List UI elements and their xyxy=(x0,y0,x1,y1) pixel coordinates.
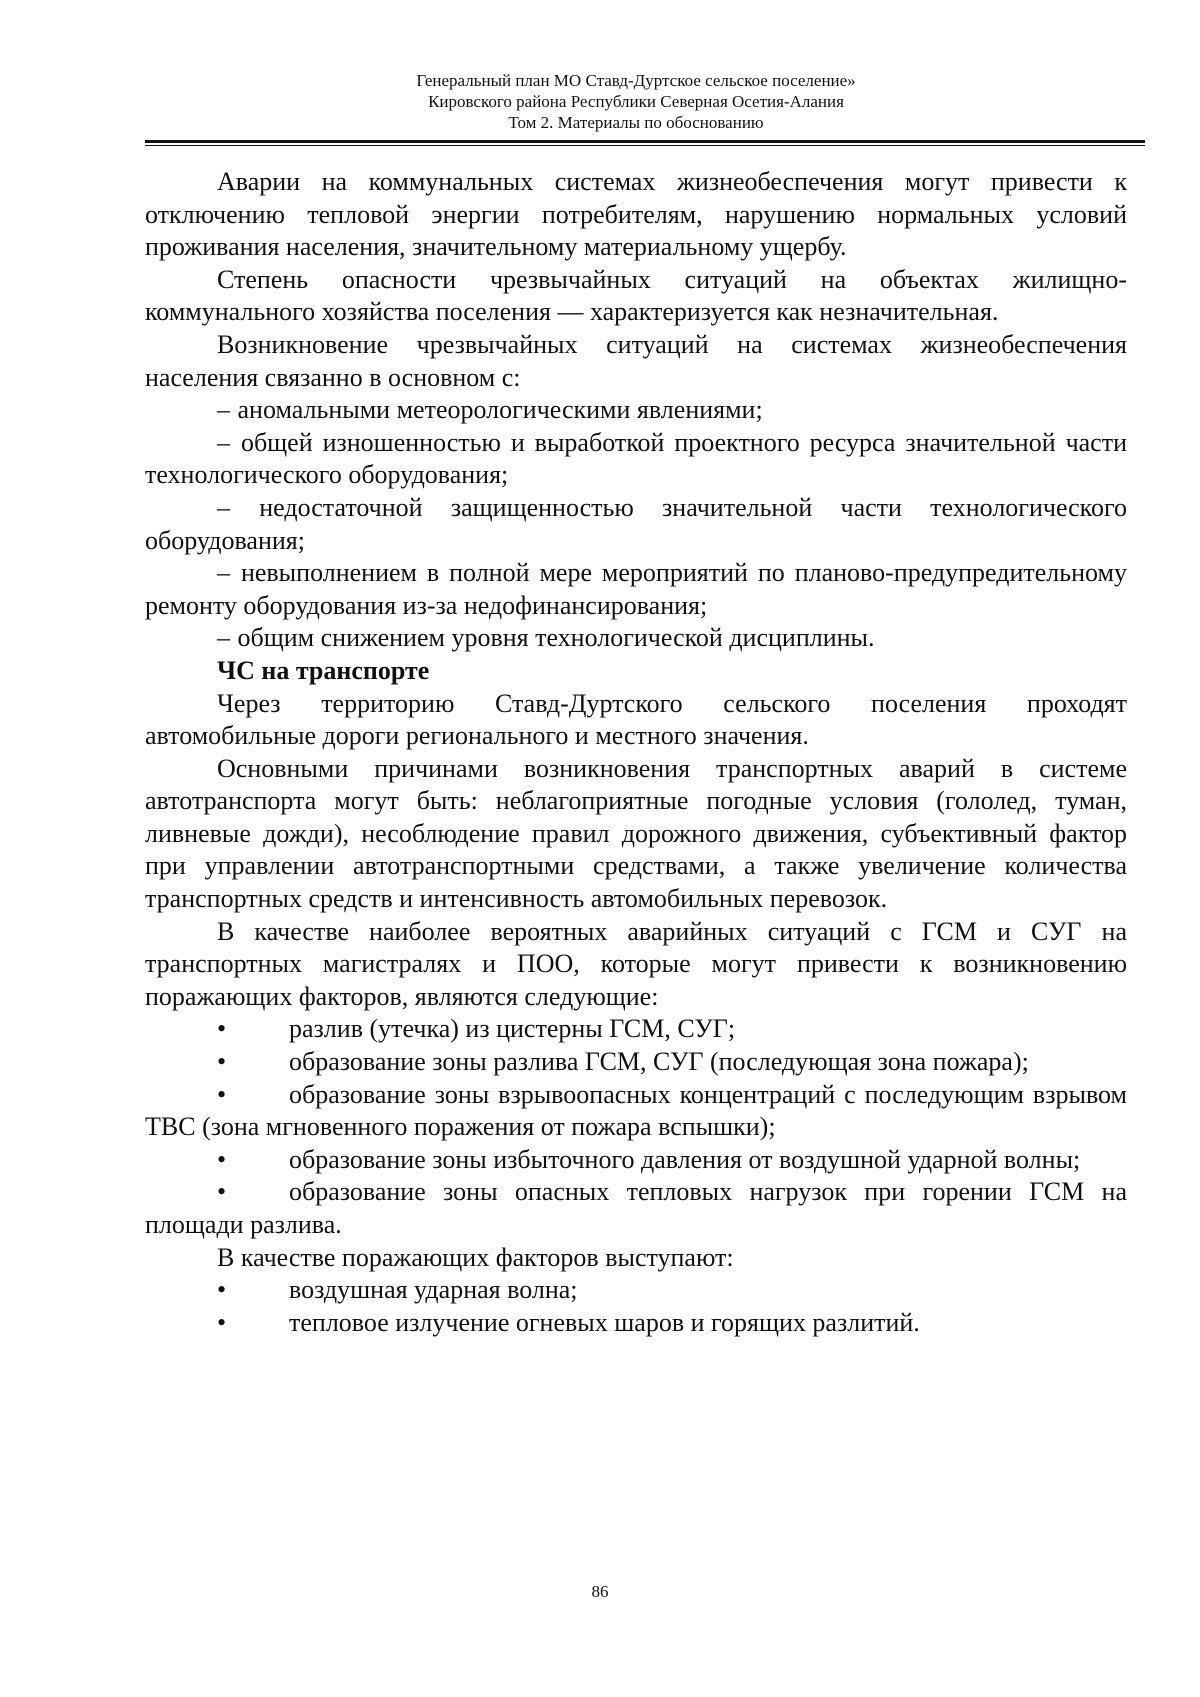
page-number: 86 xyxy=(591,1582,609,1601)
bullet-list-item xyxy=(145,1274,1127,1307)
dash-marker: – xyxy=(217,623,230,653)
bullet-list-item-text: разлив (утечка) из цистерны ГСМ, СУГ; xyxy=(289,1014,736,1044)
section-heading-transport: ЧС на транспорте xyxy=(217,655,430,685)
dash-marker: – xyxy=(217,558,230,588)
bullet-list-item xyxy=(145,1079,1127,1144)
bullet-list-item-text: образование зоны разлива ГСМ, СУГ (последующая зона пожара); xyxy=(289,1047,1029,1077)
header-rule-thick xyxy=(145,140,1145,143)
bullet-list-item xyxy=(145,1013,1127,1046)
paragraph-emergency-causes: Возникновение чрезвычайных ситуаций на системах жизнеобеспечения населения связанно в основном с: xyxy=(145,329,1127,392)
bullet-list-item xyxy=(145,1176,1127,1241)
document-body xyxy=(145,166,1127,1339)
bullet-marker: • xyxy=(217,1047,227,1077)
bullet-list-item xyxy=(145,1046,1127,1079)
paragraph-accident-causes: Основными причинами возникновения транспортных аварий в системе автотранспорта могут быть: неблагоприятные погодные условия (гололед, туман, ливневые дожди), несоблюдение правил дорожного движения, субъективный фактор при управлении автотранспортными средствами, а также увеличение количества транспортных средств и интенсивность автомобильных перевозок. xyxy=(145,753,1127,914)
dash-list-item-text: общей изношенностью и выработкой проектного ресурса значительной части технологического оборудования; xyxy=(145,427,1127,490)
paragraph-utility-accidents: Аварии на коммунальных системах жизнеобеспечения могут привести к отключению тепловой энергии потребителям, нарушению нормальных условий проживания населения, значительному материальному ущербу. xyxy=(145,167,1127,262)
dash-list-item xyxy=(145,622,1127,655)
bullet-marker: • xyxy=(217,1144,227,1174)
paragraph-damage-factors: В качестве поражающих факторов выступают: xyxy=(217,1242,734,1272)
bullet-list-item-text: образование зоны взрывоопасных концентраций с последующим взрывом ТВС (зона мгновенного поражения от пожара вспышки); xyxy=(145,1079,1127,1142)
bullet-list-item-text: образование зоны избыточного давления от воздушной ударной волны; xyxy=(289,1144,1081,1174)
header-line-1: Генеральный план МО Ставд-Дуртское сельское поселение» xyxy=(416,71,856,90)
bullet-marker: • xyxy=(217,1014,227,1044)
dash-marker: – xyxy=(217,492,230,522)
dash-list-item-text: недостаточной защищенностью значительной части технологического оборудования; xyxy=(145,492,1127,555)
dash-list-item xyxy=(145,492,1127,557)
dash-list-item xyxy=(145,427,1127,492)
dash-list-item xyxy=(145,557,1127,622)
dash-list-item-text: общим снижением уровня технологической дисциплины. xyxy=(237,623,875,653)
dash-marker: – xyxy=(217,427,230,457)
bullet-list-item-text: тепловое излучение огневых шаров и горящих разлитий. xyxy=(289,1307,920,1337)
bullet-list-item-text: образование зоны опасных тепловых нагрузок при горении ГСМ на площади разлива. xyxy=(145,1177,1127,1239)
header-rule-thin xyxy=(145,145,1145,146)
bullet-marker: • xyxy=(217,1079,227,1109)
header-line-3: Том 2. Материалы по обоснованию xyxy=(508,113,764,132)
dash-marker: – xyxy=(217,395,230,425)
dash-list-item-text: аномальными метеорологическими явлениями; xyxy=(237,395,763,425)
bullet-marker: • xyxy=(217,1275,227,1305)
bullet-list-item xyxy=(145,1144,1127,1177)
document-header xyxy=(145,70,1127,133)
paragraph-territory-roads: Через территорию Ставд-Дуртского сельского поселения проходят автомобильные дороги регионального и местного значения. xyxy=(145,688,1127,751)
header-line-2: Кировского района Республики Северная Осетия-Алания xyxy=(428,92,844,111)
bullet-list-item xyxy=(145,1307,1127,1340)
dash-list-item xyxy=(145,394,1127,427)
bullet-list-item-text: воздушная ударная волна; xyxy=(289,1275,578,1305)
paragraph-danger-degree: Степень опасности чрезвычайных ситуаций на объектах жилищно-коммунального хозяйства поселения — характеризуется как незначительная. xyxy=(145,264,1127,327)
bullet-marker: • xyxy=(217,1307,227,1337)
paragraph-likely-accidents: В качестве наиболее вероятных аварийных ситуаций с ГСМ и СУГ на транспортных магистралях и ПОО, которые могут привести к возникновению поражающих факторов, являются следующие: xyxy=(145,916,1127,1011)
bullet-marker: • xyxy=(217,1177,227,1207)
dash-list-item-text: невыполнением в полной мере мероприятий по планово-предупредительному ремонту оборудования из-за недофинансирования; xyxy=(145,558,1128,620)
